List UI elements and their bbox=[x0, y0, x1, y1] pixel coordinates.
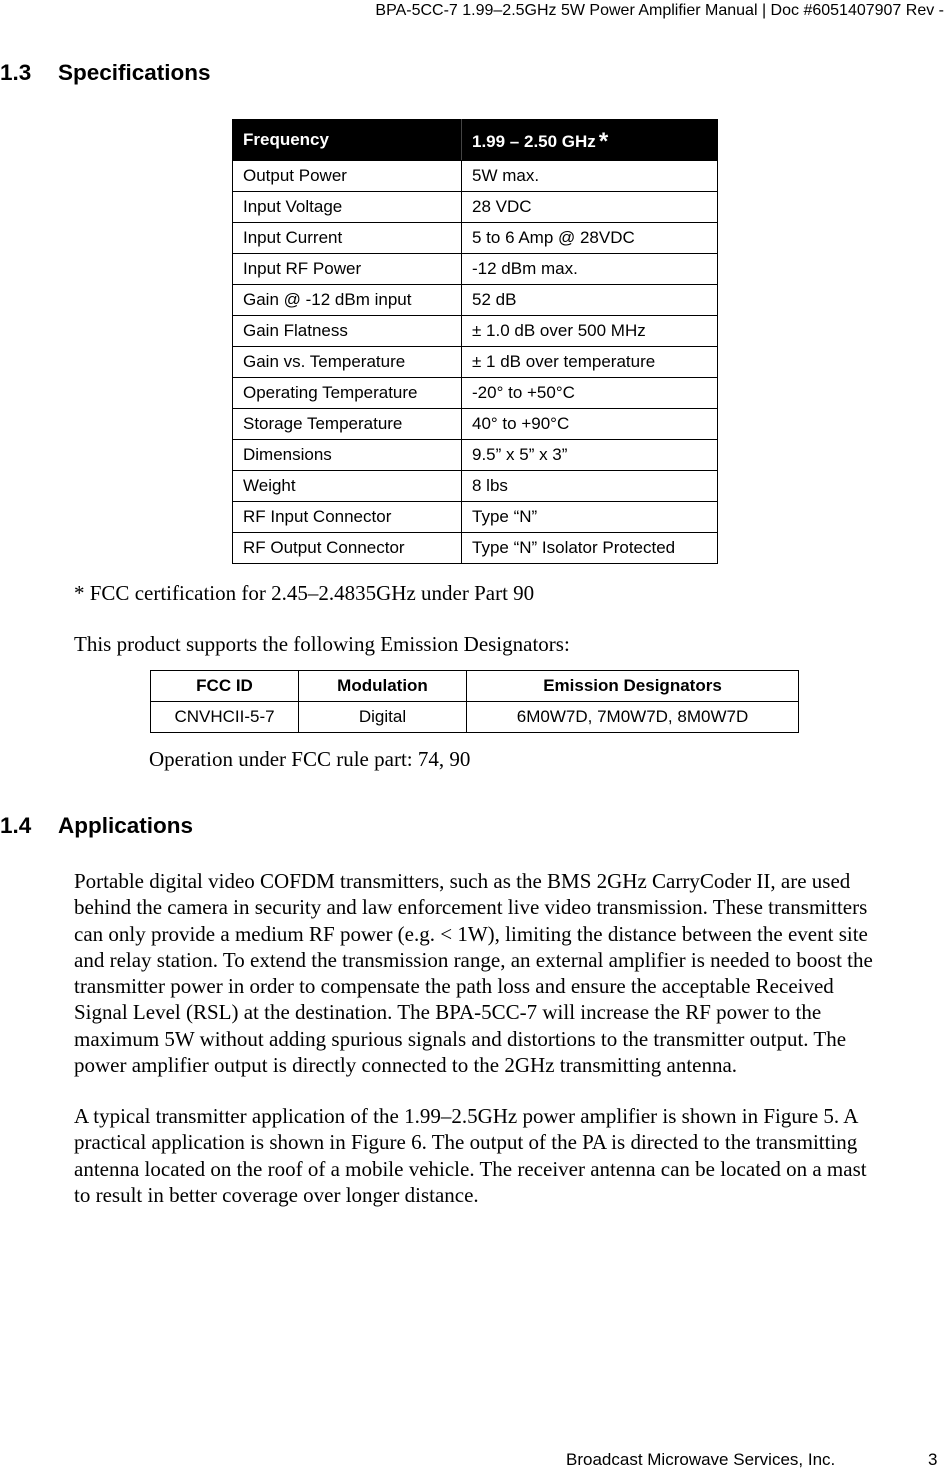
spec-value: Type “N” bbox=[462, 502, 718, 533]
fcc-header-row bbox=[151, 671, 799, 702]
spec-value: ± 1.0 dB over 500 MHz bbox=[462, 316, 718, 347]
spec-label: RF Input Connector bbox=[233, 502, 462, 533]
specs-row bbox=[233, 378, 718, 409]
section-title: Applications bbox=[58, 813, 194, 838]
modulation-cell: Digital bbox=[299, 702, 467, 733]
specs-row bbox=[233, 316, 718, 347]
fcc-certification-note: * FCC certification for 2.45–2.4835GHz under Part 90 bbox=[74, 581, 535, 605]
specs-header-row bbox=[233, 120, 718, 161]
specs-row bbox=[233, 161, 718, 192]
section-number: 1.3 bbox=[0, 60, 32, 85]
operation-note: Operation under FCC rule part: 74, 90 bbox=[149, 747, 471, 771]
spec-value: -12 dBm max. bbox=[462, 254, 718, 285]
specs-row bbox=[233, 347, 718, 378]
spec-value: ± 1 dB over temperature bbox=[462, 347, 718, 378]
specs-row bbox=[233, 533, 718, 564]
spec-label: Operating Temperature bbox=[233, 378, 462, 409]
frequency-range: 1.99 – 2.50 GHz bbox=[472, 132, 596, 151]
section-title: Specifications bbox=[58, 60, 211, 85]
spec-label: Input Current bbox=[233, 223, 462, 254]
specs-header-label: Frequency bbox=[233, 120, 462, 161]
applications-paragraph-1 bbox=[74, 868, 873, 1078]
spec-value: 5W max. bbox=[462, 161, 718, 192]
paragraph-line: can only provide a medium RF power (e.g. < 1W), limiting the distance between the event site bbox=[74, 921, 868, 946]
footer-company: Broadcast Microwave Services, Inc. bbox=[566, 1450, 836, 1469]
paragraph-line: behind the camera in security and law enforcement live video transmission. These transmitters bbox=[74, 895, 868, 920]
spec-value: 9.5” x 5” x 3” bbox=[462, 440, 718, 471]
spec-label: Input RF Power bbox=[233, 254, 462, 285]
paragraph-line: maximum 5W without adding spurious signals and distortions to the transmitter output. The bbox=[74, 1026, 847, 1051]
emission-designators-table bbox=[150, 670, 799, 733]
specs-row bbox=[233, 254, 718, 285]
paragraph-line: antenna located on the roof of a mobile vehicle. The receiver antenna can be located on a mast bbox=[74, 1156, 867, 1181]
spec-value: 5 to 6 Amp @ 28VDC bbox=[462, 223, 718, 254]
specs-row bbox=[233, 471, 718, 502]
spec-label: Storage Temperature bbox=[233, 409, 462, 440]
specs-header-value bbox=[462, 120, 718, 161]
paragraph-line: practical application is shown in Figure 6. The output of the PA is directed to the transmitting bbox=[74, 1130, 858, 1155]
paragraph-line: Portable digital video COFDM transmitters, such as the BMS 2GHz CarryCoder II, are used bbox=[74, 869, 851, 893]
page-number: 3 bbox=[928, 1450, 938, 1469]
spec-label: Weight bbox=[233, 471, 462, 502]
specs-row bbox=[233, 285, 718, 316]
specs-row bbox=[233, 502, 718, 533]
specs-row bbox=[233, 440, 718, 471]
spec-label: Gain vs. Temperature bbox=[233, 347, 462, 378]
spec-value: 28 VDC bbox=[462, 192, 718, 223]
emission-designators-cell: 6M0W7D, 7M0W7D, 8M0W7D bbox=[467, 702, 799, 733]
fcc-header-cell: FCC ID bbox=[151, 671, 299, 702]
spec-label: Dimensions bbox=[233, 440, 462, 471]
spec-label: Gain @ -12 dBm input bbox=[233, 285, 462, 316]
emission-intro: This product supports the following Emission Designators: bbox=[74, 632, 570, 656]
specs-row bbox=[233, 192, 718, 223]
spec-value: 40° to +90°C bbox=[462, 409, 718, 440]
spec-value: 52 dB bbox=[462, 285, 718, 316]
section-heading-applications bbox=[0, 813, 193, 839]
paragraph-line: Signal Level (RSL) at the destination. The BPA-5CC-7 will increase the RF power to the bbox=[74, 1000, 822, 1025]
applications-paragraph-2 bbox=[74, 1103, 867, 1208]
paragraph-line: transmitter power in order to compensate the path loss and ensure the acceptable Received bbox=[74, 974, 834, 999]
section-heading-specifications bbox=[0, 60, 211, 86]
paragraph-line: A typical transmitter application of the 1.99–2.5GHz power amplifier is shown in Figure 5. A bbox=[74, 1104, 859, 1128]
paragraph-line: to result in better coverage over longer distance. bbox=[74, 1182, 479, 1207]
spec-label: RF Output Connector bbox=[233, 533, 462, 564]
document-header: BPA-5CC-7 1.99–2.5GHz 5W Power Amplifier Manual | Doc #6051407907 Rev - bbox=[375, 2, 944, 19]
paragraph-line: and relay station. To extend the transmission range, an external amplifier is needed to boost the bbox=[74, 947, 873, 972]
fcc-header-cell: Modulation bbox=[299, 671, 467, 702]
fcc-header-cell: Emission Designators bbox=[467, 671, 799, 702]
section-number: 1.4 bbox=[0, 813, 32, 838]
specs-row bbox=[233, 409, 718, 440]
specs-row bbox=[233, 223, 718, 254]
spec-label: Output Power bbox=[233, 161, 462, 192]
paragraph-line: power amplifier output is directly connected to the 2GHz transmitting antenna. bbox=[74, 1053, 738, 1078]
spec-value: Type “N” Isolator Protected bbox=[462, 533, 718, 564]
spec-label: Input Voltage bbox=[233, 192, 462, 223]
spec-label: Gain Flatness bbox=[233, 316, 462, 347]
fcc-data-row bbox=[151, 702, 799, 733]
fcc-id-cell: CNVHCII-5-7 bbox=[151, 702, 299, 733]
specifications-table bbox=[232, 119, 718, 564]
spec-value: 8 lbs bbox=[462, 471, 718, 502]
footnote-marker: * bbox=[598, 128, 609, 155]
spec-value: -20° to +50°C bbox=[462, 378, 718, 409]
